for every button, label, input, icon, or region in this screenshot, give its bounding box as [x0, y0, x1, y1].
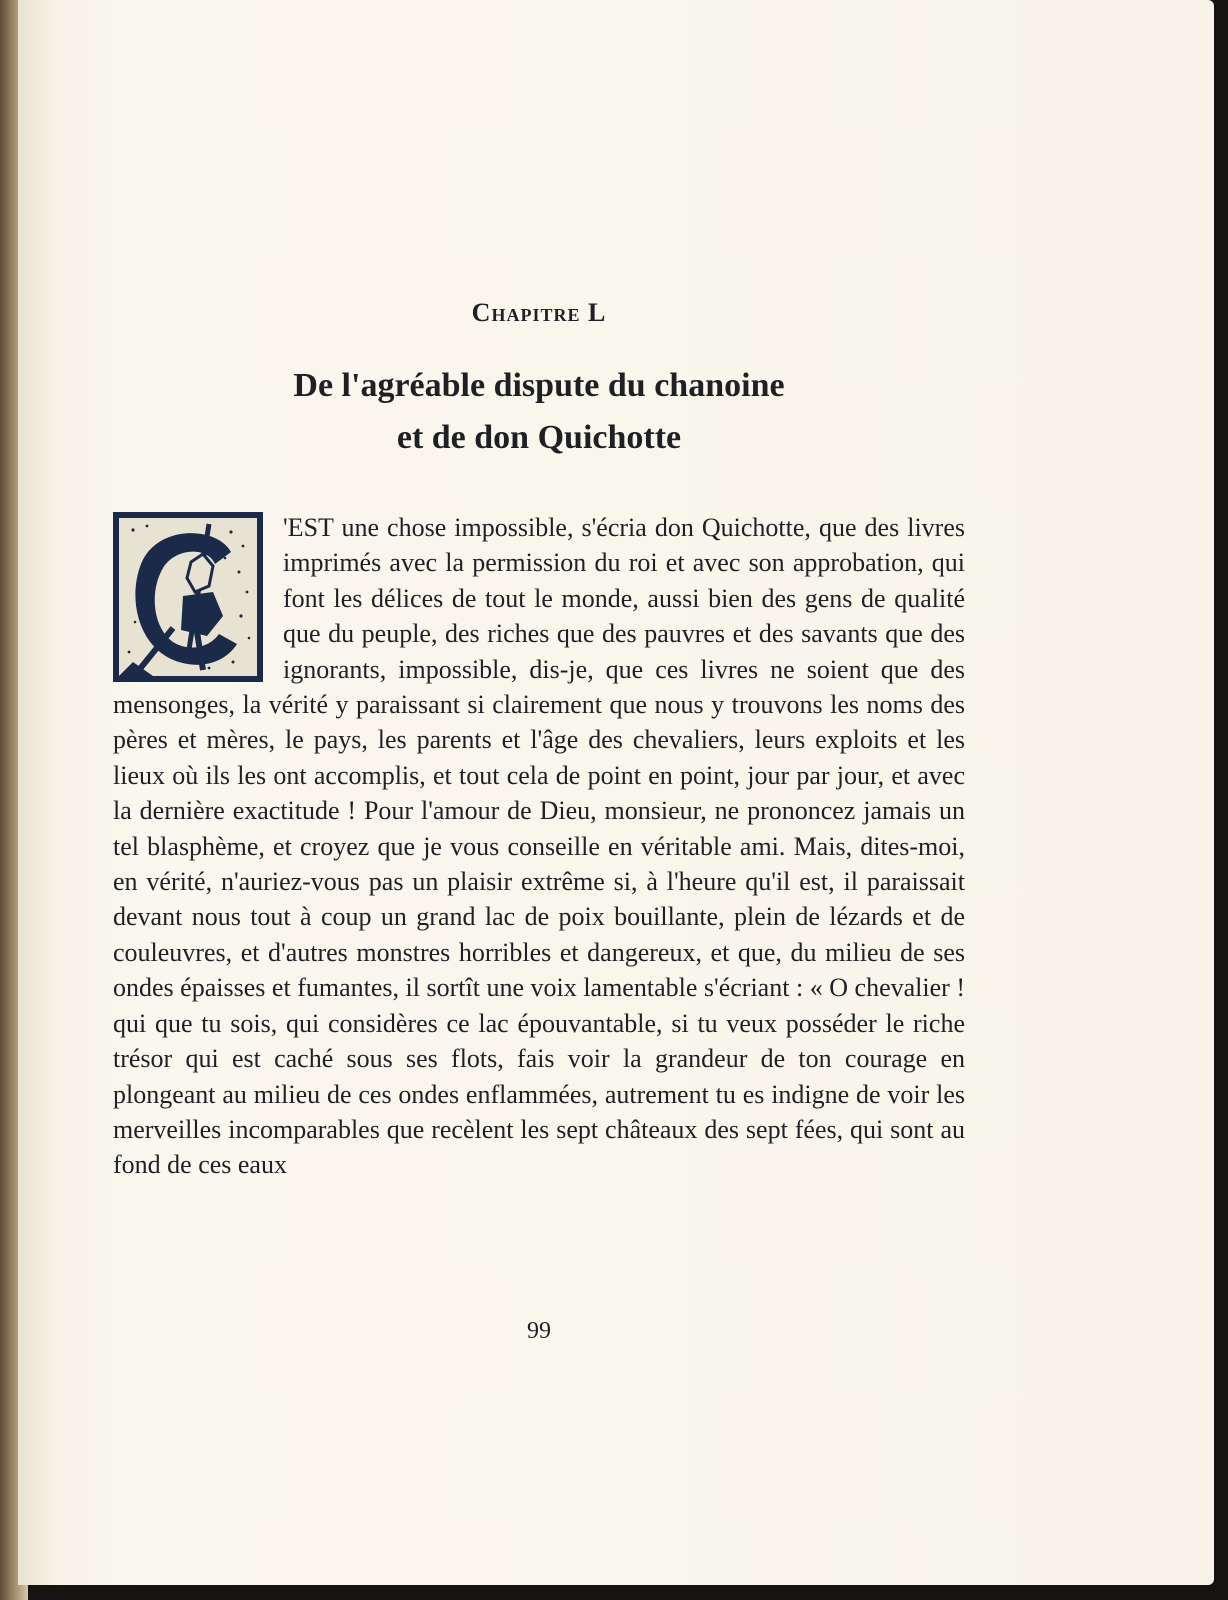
- chapter-title-line-2: et de don Quichotte: [396, 419, 682, 456]
- book-page: [18, 0, 1214, 1585]
- page-number: 99: [527, 1318, 551, 1344]
- chapter-body-text: 'EST une chose impossible, s'écria don Quichotte, que des livres imprimés avec la permission du roi et avec son approbation, qui font les délices de tout le monde, aussi bien des gens de qualité que du peuple, des riches que des pauvres et des savants que des ignorants, impossible, dis-je, que ces livres ne soient que des mensonges, la vérité y paraissant si clairement que nous y trouvons les noms des pères et mères, le pays, les parents et l'âge des chevaliers, leurs exploits et les lieux où ils les ont accomplis, et tout cela de point en point, jour par jour, et avec la dernière exactitude ! Pour l'amour de Dieu, monsieur, ne prononcez jamais un tel blasphème, et croyez que je vous conseille en véritable ami. Mais, dites-moi, en vérité, n'auriez-vous pas un plaisir extrême si, à l'heure qu'il est, il paraissait devant nous tout à coup un grand lac de poix bouillante, plein de lézards et de couleuvres, et d'autres monstres horribles et dangereux, et que, du milieu de ses ondes épaisses et fumantes, il sortît une voix lamentable s'écriant : « O chevalier ! qui que tu sois, qui considères ce lac épouvantable, si tu veux posséder le riche trésor qui est caché sous ses flots, fais voir la grandeur de ton courage en plongeant au milieu de ces ondes enflammées, autrement tu es indigne de voir les merveilles incomparables que recèlent les sept châteaux des sept fées, qui sont au fond de ces eaux: [113, 513, 965, 1180]
- chapter-label: Chapitre L: [471, 298, 607, 327]
- chapter-title: [113, 360, 965, 464]
- chapter-title-line-1: De l'agréable dispute du chanoine: [293, 367, 785, 404]
- illustrated-dropcap-c-icon: [113, 512, 263, 682]
- chapter-body: [113, 510, 965, 1183]
